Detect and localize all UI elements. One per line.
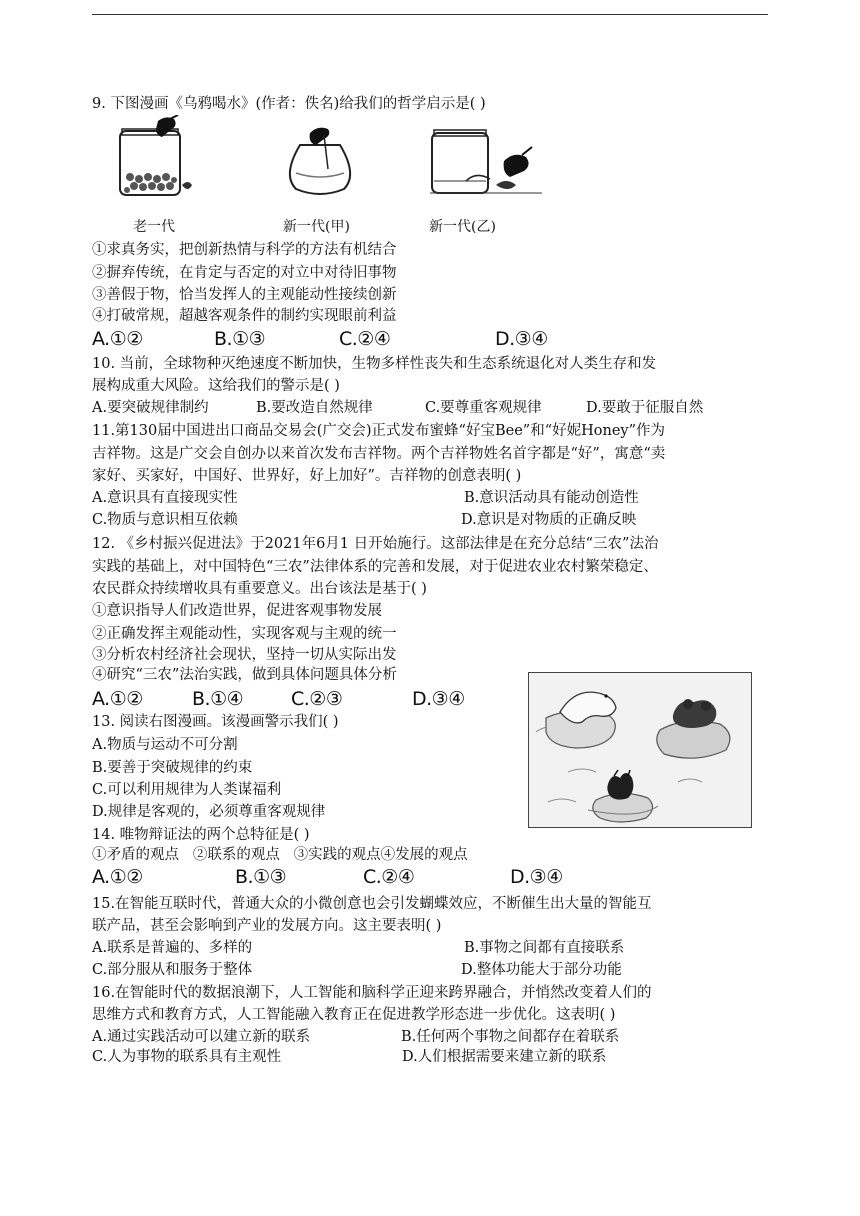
q10-option-d[interactable]: D.要敢于征服自然 bbox=[586, 400, 704, 416]
q9-option-c[interactable]: C.②④ bbox=[339, 328, 391, 350]
q11-option-b[interactable]: B.意识活动具有能动创造性 bbox=[464, 490, 639, 506]
q12-stem-line-2: 实践的基础上，对中国特色“三农”法律体系的完善和发展，对于促进农业农村繁荣稳定、 bbox=[92, 559, 658, 575]
q12-stem-line-1: 12. 《乡村振兴促进法》于2021年6月1 日开始施行。这部法律是在充分总结“三农”法治 bbox=[92, 536, 659, 552]
q9-option-d[interactable]: D.③④ bbox=[495, 328, 548, 350]
q11-stem-line-2: 吉祥物。这是广交会自创办以来首次发布吉祥物。两个吉祥物姓名首字都是“好”，寓意“卖 bbox=[92, 446, 666, 462]
q15-option-c[interactable]: C.部分服从和服务于整体 bbox=[92, 962, 253, 978]
caption-old-generation: 老一代 bbox=[133, 219, 175, 235]
q10-option-c[interactable]: C.要尊重客观规律 bbox=[425, 400, 542, 416]
q12-option-c[interactable]: C.②③ bbox=[291, 688, 343, 710]
q16-stem-line-2: 思维方式和教育方式，人工智能融入教育正在促进教学形态进一步优化。这表明( ) bbox=[92, 1007, 616, 1023]
q9-item-4: ④打破常规，超越客观条件的制约实现眼前利益 bbox=[92, 308, 397, 324]
q16-stem-line-1: 16.在智能时代的数据浪潮下，人工智能和脑科学正迎来跨界融合，并悄然改变着人们的 bbox=[92, 985, 652, 1001]
q9-item-1: ①求真务实，把创新热情与科学的方法有机结合 bbox=[92, 242, 397, 258]
q15-option-b[interactable]: B.事物之间都有直接联系 bbox=[464, 940, 625, 956]
q9-stem: 9. 下图漫画《乌鸦喝水》(作者：佚名)给我们的哲学启示是( ) bbox=[92, 96, 486, 112]
q10-stem-line-2: 展构成重大风险。这给我们的警示是( ) bbox=[92, 378, 340, 394]
q15-stem-line-1: 15.在智能互联时代，普通大众的小微创意也会引发蝴蝶效应，不断催生出大量的智能互 bbox=[92, 896, 652, 912]
q12-item-4: ④研究“三农”法治实践，做到具体问题具体分析 bbox=[92, 667, 397, 683]
q14-option-d[interactable]: D.③④ bbox=[510, 866, 563, 888]
q16-option-b[interactable]: B.任何两个事物之间都存在着联系 bbox=[401, 1029, 620, 1045]
q11-stem-line-3: 家好、买家好，中国好、世界好，好上加好”。吉祥物的创意表明( ) bbox=[92, 468, 522, 484]
q14-option-b[interactable]: B.①③ bbox=[235, 866, 287, 888]
q11-stem-line-1: 11.第130届中国进出口商品交易会(广交会)正式发布蜜蜂“好宝Bee”和“好妮Honey”作为 bbox=[92, 423, 666, 439]
q10-stem-line-1: 10. 当前，全球物种灭绝速度不断加快，生物多样性丧失和生态系统退化对人类生存和发 bbox=[92, 356, 657, 372]
q14-option-a[interactable]: A.①② bbox=[92, 866, 143, 888]
q15-stem-line-2: 联产品，甚至会影响到产业的发展方向。这主要表明( ) bbox=[92, 918, 442, 934]
crow-cartoon-new-generation-b bbox=[426, 125, 546, 197]
q11-option-c[interactable]: C.物质与意识相互依赖 bbox=[92, 512, 238, 528]
q14-stem: 14. 唯物辩证法的两个总特征是( ) bbox=[92, 827, 310, 843]
q12-item-3: ③分析农村经济社会现状，坚持一切从实际出发 bbox=[92, 647, 397, 663]
q10-option-b[interactable]: B.要改造自然规律 bbox=[256, 400, 373, 416]
q9-item-3: ③善假于物，恰当发挥人的主观能动性接续创新 bbox=[92, 287, 397, 303]
q15-option-d[interactable]: D.整体功能大于部分功能 bbox=[461, 962, 622, 978]
q11-option-d[interactable]: D.意识是对物质的正确反映 bbox=[461, 512, 637, 528]
header-rule bbox=[92, 14, 768, 15]
q13-stem: 13. 阅读右图漫画。该漫画警示我们( ) bbox=[92, 714, 339, 730]
q12-item-1: ①意识指导人们改造世界，促进客观事物发展 bbox=[92, 603, 382, 619]
q15-option-a[interactable]: A.联系是普遍的、多样的 bbox=[92, 940, 253, 956]
q12-option-b[interactable]: B.①④ bbox=[192, 688, 244, 710]
crow-cartoon-new-generation-a bbox=[280, 125, 360, 197]
q13-option-c[interactable]: C.可以利用规律为人类谋福利 bbox=[92, 782, 282, 798]
q9-item-2: ②摒弃传统，在肯定与否定的对立中对待旧事物 bbox=[92, 265, 397, 281]
q11-option-a[interactable]: A.意识具有直接现实性 bbox=[92, 490, 238, 506]
q13-option-a[interactable]: A.物质与运动不可分割 bbox=[92, 737, 238, 753]
q16-option-a[interactable]: A.通过实践活动可以建立新的联系 bbox=[92, 1029, 311, 1045]
q13-option-d[interactable]: D.规律是客观的，必须尊重客观规律 bbox=[92, 804, 326, 820]
q16-option-c[interactable]: C.人为事物的联系具有主观性 bbox=[92, 1049, 282, 1065]
caption-new-generation-b: 新一代(乙) bbox=[429, 219, 496, 235]
q9-option-a[interactable]: A.①② bbox=[92, 328, 143, 350]
crow-cartoon-old-generation bbox=[112, 115, 194, 201]
q12-option-a[interactable]: A.①② bbox=[92, 688, 143, 710]
melting-ice-animals-cartoon bbox=[528, 672, 752, 828]
q12-item-2: ②正确发挥主观能动性，实现客观与主观的统一 bbox=[92, 626, 397, 642]
q10-option-a[interactable]: A.要突破规律制约 bbox=[92, 400, 209, 416]
q13-option-b[interactable]: B.要善于突破规律的约束 bbox=[92, 760, 253, 776]
q12-stem-line-3: 农民群众持续增收具有重要意义。出台该法是基于( ) bbox=[92, 581, 427, 597]
q14-items: ①矛盾的观点 ②联系的观点 ③实践的观点④发展的观点 bbox=[92, 847, 468, 863]
q12-option-d[interactable]: D.③④ bbox=[412, 688, 465, 710]
q9-option-b[interactable]: B.①③ bbox=[214, 328, 266, 350]
q16-option-d[interactable]: D.人们根据需要来建立新的联系 bbox=[402, 1049, 607, 1065]
caption-new-generation-a: 新一代(甲) bbox=[283, 219, 350, 235]
q14-option-c[interactable]: C.②④ bbox=[363, 866, 415, 888]
